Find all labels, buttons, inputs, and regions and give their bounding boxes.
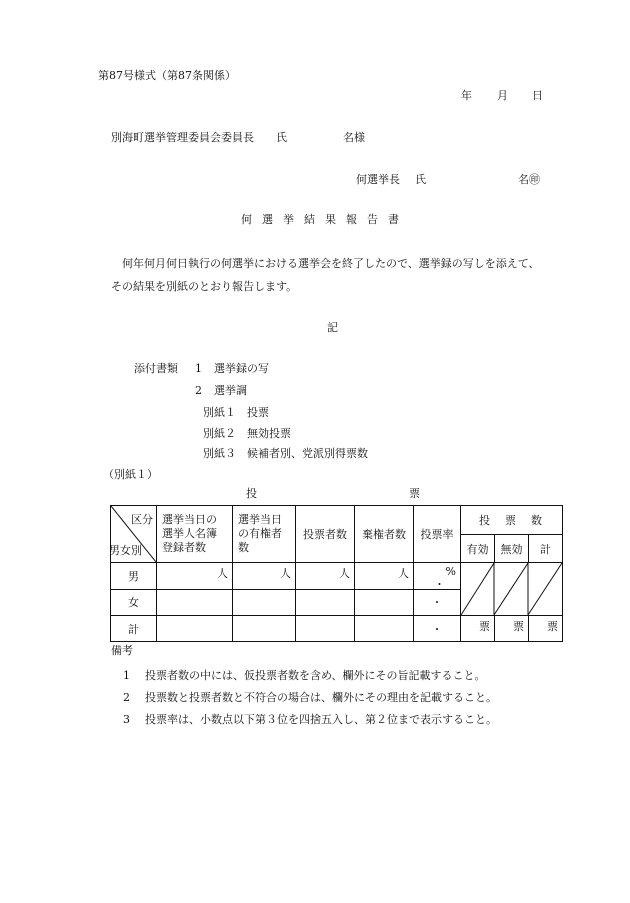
corner-header-bottom: 男女別	[109, 544, 142, 557]
decimal-dot: ・	[431, 596, 443, 610]
attachments-label: 添付書類	[134, 362, 178, 375]
col-header-eligible-line-1: 選挙当日	[238, 513, 282, 526]
sender-name-suffix: 名㊞	[518, 173, 540, 186]
slash-marks	[461, 563, 562, 615]
note-item-1	[123, 667, 486, 683]
col-header-voters: 投票者数	[296, 506, 355, 563]
unit-person: 人	[398, 567, 409, 580]
cell-male-eligible[interactable]	[233, 563, 296, 590]
row-label-total: 計	[111, 616, 157, 642]
note-item-1-num: 1	[123, 669, 130, 682]
cell-total-total[interactable]	[529, 616, 563, 642]
unit-vote: 票	[479, 620, 490, 633]
col-header-registered	[157, 506, 233, 563]
col-header-registered-line-2: 選挙人名簿	[162, 527, 217, 540]
unit-vote: 票	[513, 620, 524, 633]
col-header-votes-group: 投 票 数	[461, 506, 563, 535]
unit-person: 人	[339, 567, 350, 580]
attachment-item-1-text: 選挙録の写	[214, 362, 269, 375]
votes-slashed-area	[461, 563, 563, 616]
note-item-2-num: 2	[123, 691, 130, 704]
annex-item-1: 別紙１ 投票	[203, 406, 269, 419]
form-number: 第87号様式（第87条関係）	[98, 69, 236, 82]
annex-item-3: 別紙３ 候補者別、党派別得票数	[203, 447, 368, 460]
row-label-female: 女	[111, 589, 157, 616]
body-line-2: その結果を別紙のとおり報告します。	[111, 280, 298, 293]
document-title: 何選挙結果報告書	[241, 213, 409, 226]
cell-total-invalid[interactable]	[495, 616, 529, 642]
cell-male-abstainers[interactable]	[355, 563, 414, 590]
col-header-valid: 有効	[461, 535, 495, 563]
col-header-invalid: 無効	[495, 535, 529, 563]
sender-shi: 氏	[415, 173, 426, 186]
table-top-header-left: 投	[246, 487, 257, 500]
attachment-item-2-text: 選挙調	[214, 384, 247, 397]
unit-person: 人	[217, 567, 228, 580]
body-line-1: 何年何月何日執行の何選挙における選挙会を終了したので、選挙録の写しを添えて、	[122, 257, 540, 270]
row-label-male: 男	[111, 563, 157, 590]
note-item-3	[123, 711, 497, 727]
addressee-name-suffix: 名様	[343, 131, 365, 144]
date-day: 日	[532, 89, 543, 102]
corner-header-top: 区分	[131, 513, 153, 526]
annex-label: （別紙１）	[103, 468, 158, 481]
cell-female-abstainers[interactable]	[355, 589, 414, 616]
note-item-3-text: 投票率は、小数点以下第３位を四捨五入し、第２位まで表示すること。	[145, 713, 497, 726]
addressee-shi: 氏	[276, 131, 287, 144]
cell-female-registered[interactable]	[157, 589, 233, 616]
cell-female-eligible[interactable]	[233, 589, 296, 616]
note-item-2	[123, 689, 497, 705]
attachment-item-2-num: 2	[195, 384, 202, 397]
col-header-rate: 投票率	[414, 506, 461, 563]
col-header-eligible	[233, 506, 296, 563]
ki-heading: 記	[327, 321, 338, 334]
table-top-header-right: 票	[409, 487, 420, 500]
cell-female-rate[interactable]	[414, 589, 461, 616]
cell-total-voters[interactable]	[296, 616, 355, 642]
table-row-total	[111, 616, 563, 642]
cell-female-voters[interactable]	[296, 589, 355, 616]
decimal-dot: ・	[434, 578, 445, 591]
cell-total-rate[interactable]	[414, 616, 461, 642]
col-header-eligible-line-2: の有権者	[238, 527, 282, 540]
attachment-item-1-num: 1	[195, 362, 202, 375]
notes-label: 備考	[111, 644, 133, 657]
cell-male-rate[interactable]	[414, 563, 461, 590]
col-header-registered-line-3: 登録者数	[162, 541, 206, 554]
cell-male-registered[interactable]	[157, 563, 233, 590]
voting-results-table	[110, 505, 563, 642]
sender-title: 何選挙長	[356, 173, 400, 186]
decimal-dot: ・	[431, 622, 443, 636]
corner-header-cell	[111, 506, 157, 563]
unit-percent: %	[445, 565, 456, 578]
col-header-abstainers: 棄権者数	[355, 506, 414, 563]
unit-person: 人	[280, 567, 291, 580]
note-item-3-num: 3	[123, 713, 130, 726]
cell-total-eligible[interactable]	[233, 616, 296, 642]
col-header-registered-line-1: 選挙当日の	[162, 513, 217, 526]
col-header-total: 計	[529, 535, 563, 563]
date-year: 年	[461, 89, 472, 102]
note-item-2-text: 投票数と投票者数と不符合の場合は、欄外にその理由を記載すること。	[145, 691, 497, 704]
annex-item-2: 別紙２ 無効投票	[203, 427, 291, 440]
cell-total-registered[interactable]	[157, 616, 233, 642]
cell-total-abstainers[interactable]	[355, 616, 414, 642]
cell-total-valid[interactable]	[461, 616, 495, 642]
cell-male-voters[interactable]	[296, 563, 355, 590]
table-row-male	[111, 563, 563, 590]
date-month: 月	[497, 89, 508, 102]
addressee-org: 別海町選挙管理委員会委員長	[111, 131, 254, 144]
col-header-eligible-line-3: 数	[238, 541, 249, 554]
note-item-1-text: 投票者数の中には、仮投票者数を含め、欄外にその旨記載すること。	[145, 669, 486, 682]
unit-vote: 票	[547, 620, 558, 633]
